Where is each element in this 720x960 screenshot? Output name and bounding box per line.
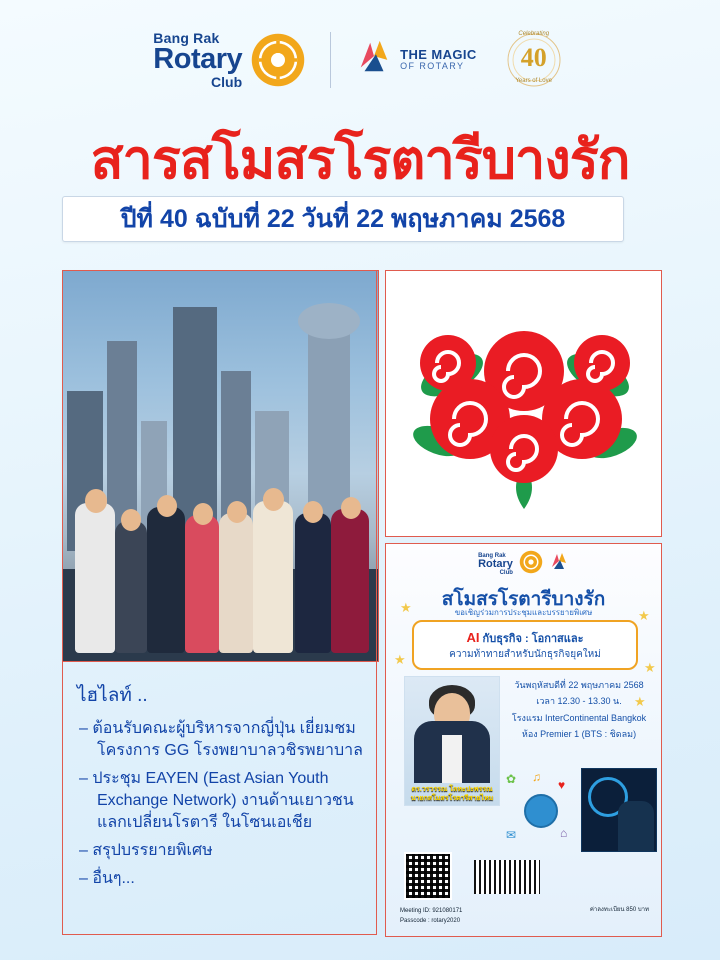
person-head (121, 509, 141, 531)
flyer-topic-box (412, 620, 638, 670)
page-title: สารสโมสรโรตารีบางรัก (90, 130, 630, 190)
globe-icon (524, 794, 558, 828)
registration-fee: ค่าลงทะเบียน 850 บาท (589, 907, 649, 913)
list-item: แลกเปลี่ยนโรตารี ในโซนเอเชีย (97, 814, 313, 832)
flyer-club-line2: Rotary (478, 558, 513, 570)
club-line1: Bang Rak (153, 29, 220, 46)
person (75, 503, 115, 653)
rotary-wheel-icon (250, 32, 306, 88)
speaker-photo (404, 676, 500, 806)
meeting-passcode: Passcode : rotary2020 (400, 918, 461, 924)
meeting-id: Meeting ID: 921080171 (400, 908, 463, 914)
flyer-logos (386, 550, 661, 579)
list-item: – อื่นๆ... (79, 870, 135, 888)
person-head (85, 489, 107, 513)
person (295, 513, 331, 653)
person (147, 507, 185, 653)
group-photo (62, 270, 379, 662)
magic-line2: OF ROTARY (400, 61, 465, 72)
music-note-icon: ♫ (532, 770, 541, 784)
heart-icon: ♥ (558, 778, 566, 792)
person-head (263, 488, 284, 511)
qr-code[interactable] (404, 852, 452, 900)
person (115, 521, 147, 653)
flyer-rotary-wheel-icon (519, 550, 543, 579)
tech-icon-cluster (506, 772, 578, 850)
speaker-shirt (442, 735, 462, 783)
club-wordmark (153, 31, 242, 89)
magic-of-rotary-icon (355, 39, 393, 82)
flyer-topic-prefix: AI (466, 629, 480, 645)
star-icon: ★ (394, 652, 406, 667)
person (331, 509, 369, 653)
businessman-silhouette (618, 801, 654, 851)
flyer-subtitle: ขอเชิญร่วมการประชุมและบรรยายพิเศษ (454, 608, 593, 617)
roses-illustration (385, 270, 662, 537)
person (185, 515, 219, 653)
event-venue: โรงแรม InterContinental Bangkok (511, 712, 647, 723)
flyer-club-wordmark (478, 553, 513, 576)
anniversary-number: 40 (520, 43, 547, 72)
flyer-title: สโมสรโรตารีบางรัก (441, 589, 606, 610)
magic-wordmark (400, 48, 477, 71)
anniversary-bottom-text: Years of Love (515, 78, 552, 84)
person-head (303, 501, 323, 523)
list-item: โครงการ GG โรงพยาบาลวชิรพยาบาล (97, 742, 363, 760)
magic-of-rotary-logo (355, 39, 477, 82)
event-room: ห้อง Premier 1 (BTS : ชิดลม) (521, 728, 637, 739)
club-line3: Club (211, 73, 243, 90)
header-logos (0, 14, 720, 106)
anniversary-top-text: Celebrating (518, 31, 550, 37)
speaker-role: นายกสโมสรโรตารีสายไหม (410, 795, 494, 802)
list-item: – สรุปบรรยายพิเศษ (79, 842, 213, 860)
event-info (506, 680, 652, 745)
speaker-name: ดร.วรวรรณ โลหะปะพรรณ (411, 786, 493, 793)
person-head (193, 503, 213, 525)
laptop-photo (581, 768, 657, 852)
bangrak-rotary-logo (153, 31, 306, 89)
star-icon: ★ (644, 660, 656, 675)
list-item: – ประชุม EAYEN (East Asian Youth (79, 770, 329, 788)
flyer-magic-icon (549, 552, 569, 577)
barcode (474, 860, 540, 894)
chat-icon: ✉ (506, 828, 517, 842)
flyer-topic-text1: กับธุรกิจ : โอกาสและ (482, 632, 584, 645)
star-icon: ★ (638, 608, 650, 623)
flyer-topic-line1 (466, 629, 583, 647)
event-date: วันพฤหัสบดีที่ 22 พฤษภาคม 2568 (514, 680, 644, 690)
star-icon: ★ (634, 694, 646, 709)
roses-svg (386, 271, 661, 536)
person-head (157, 495, 177, 517)
event-flyer (385, 543, 662, 937)
highlights-panel (62, 668, 377, 935)
anniversary-badge (501, 27, 567, 93)
magic-line1: THE MAGIC (400, 47, 477, 63)
person-head (341, 497, 361, 519)
person (253, 501, 293, 653)
club-line2: Rotary (153, 43, 243, 76)
highlights-title: ไฮไลท์ .. (77, 685, 148, 706)
home-icon: ⌂ (560, 826, 568, 840)
issue-text: ปีที่ 40 ฉบับที่ 22 วันที่ 22 พฤษภาคม 2568 (120, 205, 566, 233)
event-time: เวลา 12.30 - 13.30 น. (536, 696, 622, 707)
star-icon: ★ (400, 600, 412, 615)
person-head (227, 501, 247, 523)
list-item: Exchange Network) งานด้านเยาวชน (97, 792, 354, 810)
flyer-club-line1: Bang Rak (478, 553, 506, 559)
issue-banner (62, 196, 624, 242)
flyer-topic-line2: ความท้าทายสำหรับนักธุรกิจยุคใหม่ (449, 648, 601, 660)
logo-divider (330, 32, 331, 88)
list-item: – ต้อนรับคณะผู้บริหารจากญี่ปุ่น เยี่ยมชม (79, 720, 356, 737)
flyer-club-line3: Club (499, 570, 513, 576)
leaf-icon: ✿ (506, 772, 517, 786)
person (219, 513, 253, 653)
